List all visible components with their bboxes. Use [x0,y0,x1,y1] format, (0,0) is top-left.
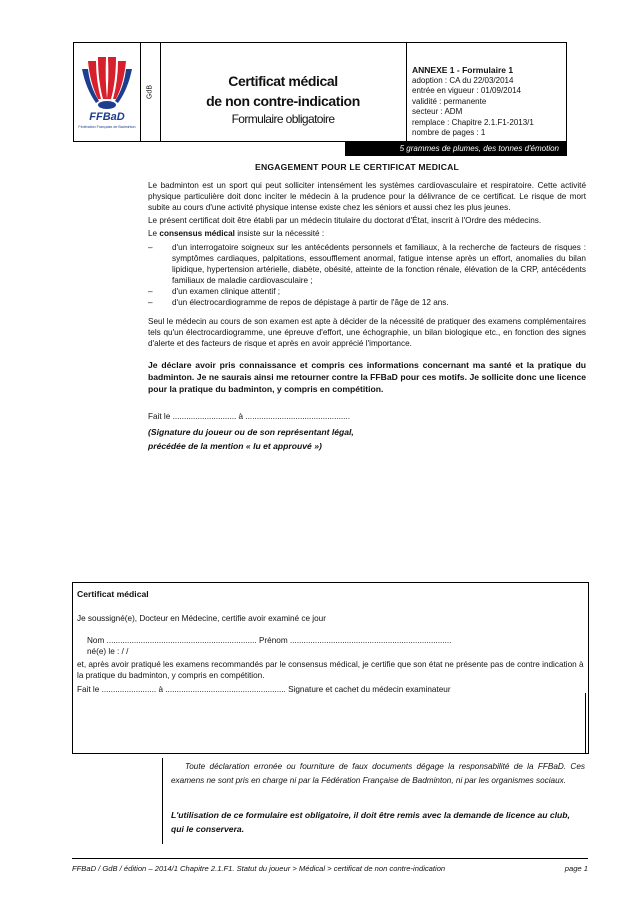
list-item: – d'un examen clinique attentif ; [148,286,586,297]
paragraph-doctor: Le présent certificat doit être établi par un médecin titulaire du doctorat d'État, inscrit à l'Ordre des médecins. [148,216,542,226]
paren-open: ( [148,426,151,437]
note-bold: L'utilisation de ce formulaire est obligatoire, il doit être remis avec la demande de licence au club, qui le conservera. [171,810,570,834]
list-item: – d'un interrogatoire soigneux sur les antécédents personnels et familiaux, à la recherche de facteurs de risques : symptômes cardiaques, palpitations, essoufflement anormal, fatigue intense après un effort, anomalies du bilan lipidique, hypertension artérielle, diabète, obésité, atteinte de la fonction rénale, élévation de la CRP, antécédents familiaux de maladie cardiovasculaire ; [148,242,586,286]
player-declaration: Je déclare avoir pris connaissance et compris ces informations concernant ma santé et la pratique du badminton. Je ne saurais ainsi me retourner contre la FFBaD pour ces motifs. Je sollicite donc une licence pour la pratique du badminton, y compris en compétition. [148,360,586,395]
title-line-2: de non contre-indication [206,93,360,109]
page-number: page 1 [564,864,588,873]
document-header [73,42,567,142]
annex-line: nombre de pages : 1 [412,128,486,137]
note-text: Toute déclaration erronée ou fourniture de faux documents dégage la responsabilité de la FFBaD. Ces examens ne sont pris en charge ni par la Fédération Française de Badminton, ni par les organismes sociaux. [171,762,585,785]
divider [585,693,586,753]
annex-line: ANNEXE 1 - Formulaire 1 [412,65,514,75]
annex-line: validité : permanente [412,96,487,106]
fait-le-line[interactable]: Fait le ............................ à .............................................. [148,412,351,422]
medical-certificate-box [72,582,589,754]
signature-line-2: précédée de la mention « lu et approuvé » [148,440,319,451]
consensus-list [148,242,586,309]
tagline-banner: 5 grammes de plumes, des tonnes d'émotion [345,142,567,156]
certificate-statement: Je soussigné(e), Docteur en Médecine, certifie avoir examiné ce jour [77,614,326,623]
title-line-1: Certificat médical [228,73,338,89]
logo-text: FFBaD [89,111,125,123]
name-fields-line[interactable]: Nom .................................................................. Prénom ....................................................................... [87,636,452,645]
paren-close: ) [318,440,322,451]
annex-info [412,65,534,139]
consensus-pre: Le [148,229,160,239]
logo-subtitle: Fédération Française de Badminton [78,125,136,129]
annex-line: secteur : ADM [412,107,463,116]
paragraph-intro: Le badminton est un sport qui peut solliciter intensément les systèmes cardiovasculaire et respiratoire. Cette activité physique particulière doit donc inciter le médecin à la prudence pour la délivrance de ce certificat. Le risque de mort subite au cours d'une activité physique intense existe chez les séniors et aussi chez les plus jeunes. [148,181,586,213]
gdb-label-cell [140,43,161,141]
paragraph-consensus [148,228,586,239]
consensus-bold: consensus médical [159,229,235,239]
player-signature-instructions [148,425,586,453]
annex-line: entrée en vigueur : 01/09/2014 [412,86,521,95]
document-title [160,43,407,141]
footer-path: FFBaD / GdB / édition – 2014/1 Chapitre 2.1.F1. Statut du joueur > Médical > certificat de non contre-indication [72,864,446,873]
doctor-signature-line[interactable]: Fait le ........................ à ..................................................... Signature et cachet du médecin examinateur [77,685,451,694]
paragraph-examens: Seul le médecin au cours de son examen est apte à décider de la nécessité de pratiquer des examens complémentaires tels qu'un électrocardiogramme, une épreuve d'effort, une échographie, un bilan biologique etc., en fonction des signes d'alerte et des facteurs de risque et après en avoir apprécié l'importance. [148,317,586,349]
ffbad-logo [74,43,141,141]
warning-note [162,758,587,844]
consensus-post: insiste sur la nécessité : [234,229,325,239]
engagement-section [148,162,586,453]
signature-line-1: Signature du joueur ou de son représentant légal, [150,426,354,437]
annex-line: remplace : Chapitre 2.1.F1-2013/1 [412,117,534,127]
certificate-body: et, après avoir pratiqué les examens recommandés par le consensus médical, je certifie que son état ne présente pas de contre indication à la pratique du badminton, y compris en compétition. [77,660,584,680]
section-heading: ENGAGEMENT POUR LE CERTIFICAT MEDICAL [255,162,459,172]
list-item: – d'un électrocardiogramme de repos de dépistage à partir de l'âge de 12 ans. [148,297,586,308]
certificate-title: Certificat médical [77,589,149,599]
title-line-3: Formulaire obligatoire [231,112,335,126]
page-footer [72,858,588,873]
birthdate-field[interactable]: né(e) le : / / [87,647,129,656]
gdb-label: GdB [146,84,154,100]
annex-line: adoption : CA du 22/03/2014 [412,75,514,85]
